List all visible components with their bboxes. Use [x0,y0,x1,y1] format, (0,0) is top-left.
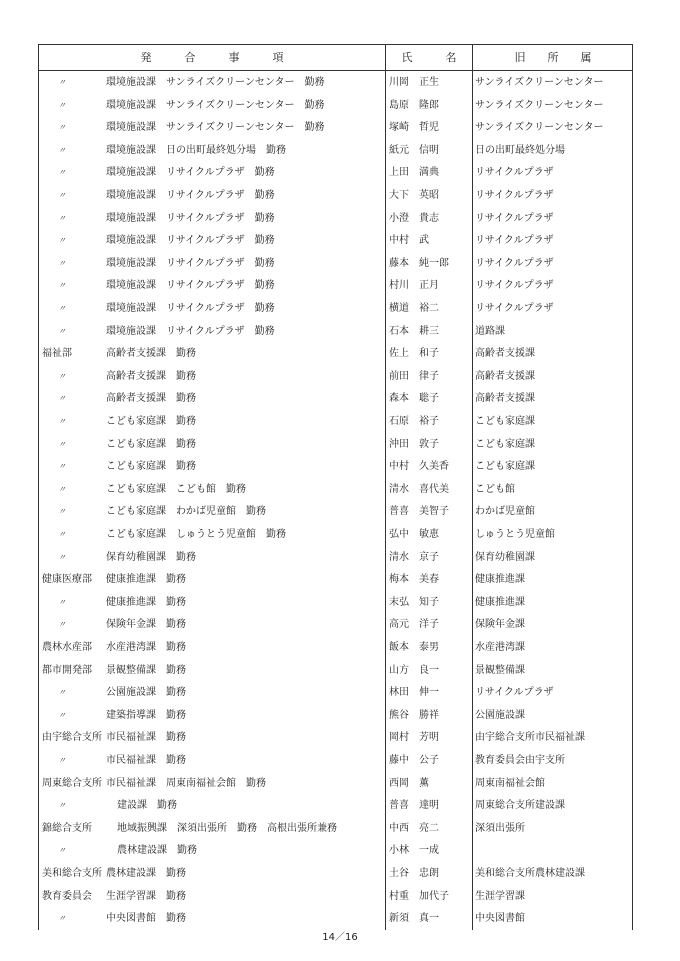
row-former-post: 公園施設課 [475,709,525,721]
row-appointment: こども家庭課 こども館 勤務 [106,483,246,495]
row-former-post [475,839,633,862]
row-department: 美和総合支所 [42,868,102,879]
table-row [39,523,632,546]
row-person-name: 普喜 達明 [389,800,439,812]
row-person-name: 横道 裕二 [389,303,439,314]
row-former-post: 道路課 [475,325,505,337]
table-row [39,161,632,184]
row-appointment: 環境施設課 リサイクルプラザ 勤務 [106,167,275,179]
row-former-post: 中央図書館 [475,913,525,925]
row-appointment: 地域振興課 深須出張所 勤務 高根出張所兼務 [117,822,337,834]
table-row [39,433,632,456]
header-former-post: 旧 所 属 [514,51,592,64]
table-row [39,365,632,388]
table-row [39,794,632,817]
row-department: 〃 [58,462,66,472]
row-former-post: 高齢者支援課 [475,348,535,360]
row-department: 〃 [58,371,66,381]
row-former-post: しゅうとう児童館 [475,529,555,540]
row-person-name: 末弘 知子 [389,596,439,608]
page-number: 14／16 [322,932,358,943]
row-former-post: リサイクルプラザ [475,280,554,292]
row-department: 農林水産部 [42,642,92,653]
row-person-name: 川岡 正生 [389,77,439,88]
row-appointment: 環境施設課 リサイクルプラザ 勤務 [106,190,275,201]
row-former-post: 保険年金課 [475,619,525,631]
row-former-post: 高齢者支援課 [475,393,535,405]
row-appointment: 市民福祉課 周東南福祉会館 勤務 [106,777,266,789]
row-person-name: 高元 洋子 [389,619,439,631]
row-person-name: 石原 裕子 [389,416,439,427]
table-row [39,636,632,659]
row-person-name: 島原 隆郎 [389,99,439,111]
table-row [39,410,632,433]
row-person-name: 小林 一成 [389,845,439,857]
table-row [39,252,632,275]
table-row [39,546,632,569]
row-appointment: 保育幼稚園課 勤務 [106,551,196,563]
row-department: 健康医療部 [42,574,92,586]
row-person-name: 藤中 公子 [389,755,439,766]
row-former-post: サンライズクリーンセンター [475,122,604,134]
table-row [39,229,632,252]
row-appointment: 水産港湾課 勤務 [106,642,186,653]
table-row [39,116,632,139]
row-department: 〃 [58,710,66,720]
row-department: 〃 [58,530,66,539]
row-person-name: 上田 満典 [389,167,439,179]
table-row [39,342,632,365]
row-department: 〃 [58,688,66,698]
table-row [39,681,632,704]
row-former-post: リサイクルプラザ [475,303,554,314]
row-former-post: 教育委員会由宇支所 [475,755,565,766]
table-row [39,71,632,94]
row-person-name: 清水 喜代美 [389,483,449,495]
row-appointment: 市民福祉課 勤務 [106,755,186,766]
row-appointment: 健康推進課 勤務 [106,574,186,586]
row-former-post: サンライズクリーンセンター [475,99,604,111]
row-appointment: 高齢者支援課 勤務 [106,370,196,382]
row-person-name: 中村 久美香 [389,461,449,473]
row-appointment: 生涯学習課 勤務 [106,890,186,902]
row-appointment: こども家庭課 勤務 [106,461,196,473]
row-person-name: 新須 真一 [389,913,439,925]
row-department: 〃 [58,168,66,178]
row-department: 〃 [58,191,66,200]
header-appointment: 発 合 事 項 [140,51,284,64]
row-person-name: 普喜 美智子 [389,506,449,518]
row-former-post: 美和総合支所農林建設課 [475,868,585,879]
row-department: 〃 [58,597,66,607]
row-department: 〃 [58,914,66,924]
row-department: 〃 [58,552,66,562]
row-person-name: 小澄 貴志 [389,212,439,224]
row-person-name: 林田 伸一 [389,687,439,699]
row-appointment: こども家庭課 勤務 [106,438,196,450]
row-department: 教育委員会 [42,890,92,902]
row-person-name: 中西 亮二 [389,822,439,834]
row-person-name: 前田 律子 [389,370,439,382]
row-former-post: リサイクルプラザ [475,190,554,201]
row-appointment: 環境施設課 リサイクルプラザ 勤務 [106,235,275,247]
row-department: 〃 [58,100,66,110]
row-department: 福祉部 [42,348,72,360]
row-person-name: 塚崎 哲児 [389,122,439,134]
row-department: 錦総合支所 [42,822,92,834]
table-row [39,207,632,230]
row-department: 〃 [58,258,66,268]
row-department: 〃 [58,394,66,404]
row-appointment: 建設課 勤務 [117,800,177,812]
row-appointment: 環境施設課 サンライズクリーンセンター 勤務 [106,77,325,88]
row-appointment: 保険年金課 勤務 [106,619,186,631]
personnel-table [38,44,633,930]
row-appointment: 環境施設課 リサイクルプラザ 勤務 [106,280,275,292]
row-appointment: 農林建設課 勤務 [117,845,197,857]
row-department: 〃 [58,281,66,291]
row-appointment: 高齢者支援課 勤務 [106,393,196,405]
row-former-post: わかば児童館 [475,506,535,518]
row-former-post: こども家庭課 [475,461,535,473]
row-appointment: 建築指導課 勤務 [106,709,186,721]
row-appointment: 公園施設課 勤務 [106,687,186,699]
table-row [39,862,632,885]
table-row [39,613,632,636]
table-row [39,297,632,320]
row-department: 〃 [58,304,66,313]
table-row [39,591,632,614]
row-former-post: 生涯学習課 [475,890,525,902]
row-former-post: 健康推進課 [475,574,525,586]
header-name: 氏 名 [401,51,457,64]
row-former-post: リサイクルプラザ [475,257,554,269]
row-person-name: 弘中 敏恵 [389,529,439,540]
row-person-name: 石本 耕三 [389,325,439,337]
row-appointment: こども家庭課 勤務 [106,416,196,427]
row-former-post: 高齢者支援課 [475,370,535,382]
row-former-post: 由宇総合支所市民福祉課 [475,732,585,744]
table-row [39,320,632,343]
row-former-post: 健康推進課 [475,596,525,608]
table-row [39,749,632,772]
row-former-post: 景観整備課 [475,664,525,676]
row-person-name: 佐上 和子 [389,348,439,360]
row-department: 〃 [58,123,66,133]
row-former-post: サンライズクリーンセンター [475,77,604,88]
row-department: 〃 [58,801,66,811]
row-department: 周東総合支所 [42,777,102,789]
row-department: 〃 [58,484,66,494]
row-former-post: 日の出町最終処分場 [475,144,565,156]
row-department: 〃 [58,846,66,856]
row-former-post: こども家庭課 [475,438,535,450]
row-former-post: リサイクルプラザ [475,212,554,224]
row-person-name: 紙元 信明 [389,144,439,156]
row-person-name: 村川 正月 [389,280,439,292]
row-person-name: 大下 英昭 [389,190,439,201]
table-row [39,772,632,795]
row-department: 〃 [58,236,66,246]
row-appointment: 環境施設課 リサイクルプラザ 勤務 [106,257,275,269]
table-header [39,45,632,71]
table-row [39,478,632,501]
row-department: 〃 [58,145,66,155]
row-appointment: 環境施設課 日の出町最終処分場 勤務 [106,144,286,156]
row-department: 〃 [58,78,66,87]
row-person-name: 山方 良一 [389,664,439,676]
row-former-post: 保育幼稚園課 [475,551,535,563]
row-person-name: 藤本 純一郎 [389,257,449,269]
table-row [39,885,632,908]
row-appointment: 環境施設課 リサイクルプラザ 勤務 [106,212,275,224]
row-department: 〃 [58,213,66,223]
row-department: 〃 [58,620,66,630]
table-row [39,387,632,410]
row-former-post: リサイクルプラザ [475,687,554,699]
row-person-name: 沖田 敦子 [389,438,439,450]
row-department: 〃 [58,507,66,517]
row-appointment: 市民福祉課 勤務 [106,732,186,744]
row-department: 都市開発部 [42,664,92,676]
row-former-post: 水産港湾課 [475,642,525,653]
row-former-post: リサイクルプラザ [475,167,554,179]
row-appointment: こども家庭課 しゅうとう児童館 勤務 [106,529,286,540]
row-appointment: 景観整備課 勤務 [106,664,186,676]
table-row [39,274,632,297]
row-appointment: 農林建設課 勤務 [106,868,186,879]
row-appointment: 健康推進課 勤務 [106,596,186,608]
row-person-name: 清水 京子 [389,551,439,563]
row-former-post: 周東南福祉会館 [475,777,545,789]
table-row [39,907,632,930]
row-appointment: 高齢者支援課 勤務 [106,348,196,360]
row-person-name: 飯本 泰男 [389,642,439,653]
table-row [39,455,632,478]
row-department: 〃 [58,417,66,426]
row-appointment: 中央図書館 勤務 [106,913,186,925]
row-person-name: 熊谷 勝祥 [389,709,439,721]
row-appointment: 環境施設課 サンライズクリーンセンター 勤務 [106,99,325,111]
table-row [39,817,632,840]
table-row [39,726,632,749]
table-row [39,500,632,523]
row-person-name: 西岡 薫 [389,777,429,789]
table-row [39,659,632,682]
row-former-post: リサイクルプラザ [475,235,554,247]
row-department: 〃 [58,326,66,336]
table-row [39,568,632,591]
row-department: 〃 [58,439,66,449]
row-department: 由宇総合支所 [42,732,102,744]
row-person-name: 中村 武 [389,235,429,247]
table-row [39,839,632,862]
row-appointment: こども家庭課 わかば児童館 勤務 [106,506,266,518]
row-appointment: 環境施設課 サンライズクリーンセンター 勤務 [106,122,325,134]
row-person-name: 梅本 美春 [389,574,439,586]
row-former-post: こども館 [475,483,515,495]
table-row [39,704,632,727]
row-department: 〃 [58,756,66,765]
row-person-name: 村重 加代子 [389,890,449,902]
row-appointment: 環境施設課 リサイクルプラザ 勤務 [106,303,275,314]
table-row [39,94,632,117]
table-row [39,184,632,207]
row-former-post: 周東総合支所建設課 [475,800,565,812]
row-person-name: 岡村 芳明 [389,732,439,744]
table-row [39,139,632,162]
row-former-post: 深須出張所 [475,822,525,834]
row-person-name: 土谷 忠朗 [389,868,439,879]
row-former-post: こども家庭課 [475,416,535,427]
row-person-name: 森本 聡子 [389,393,439,405]
row-appointment: 環境施設課 リサイクルプラザ 勤務 [106,325,275,337]
